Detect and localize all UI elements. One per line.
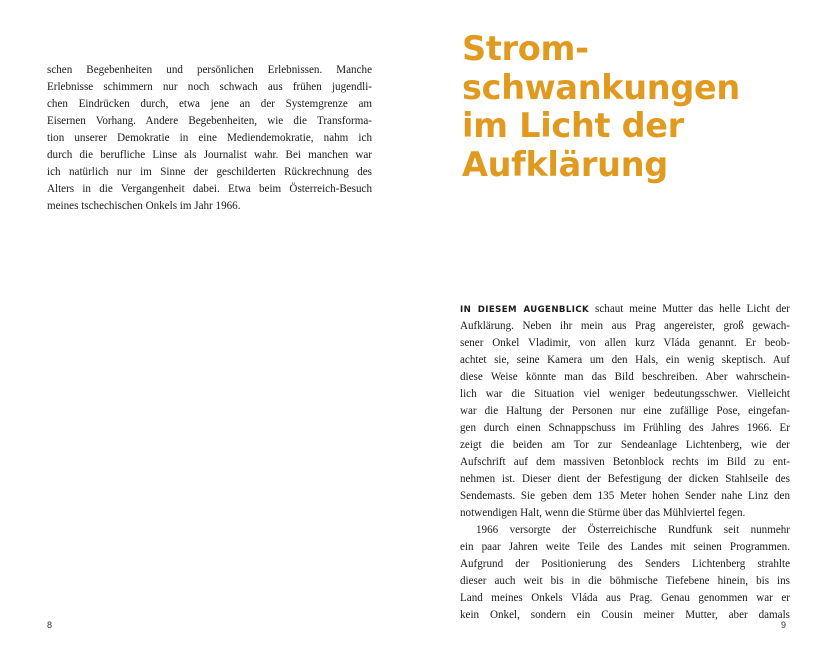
text-line: achtet sie, seine Kamera um den Hals, ein wenig skeptisch. Auf: [460, 354, 790, 366]
text-line: ein paar Jahren weite Teile des Landes mit seinen Programmen.: [460, 541, 790, 553]
text-line: diese Weise könnte man das Bild beschreiben. Aber wahrschein-: [460, 371, 790, 383]
text-line: ich natürlich nur im Sinne der geschilderten Rückrechnung des: [47, 166, 372, 178]
text-line: Eisernen Vorhang. Andere Begebenheiten, wie die Transforma-: [47, 115, 372, 127]
lead-in-caps: IN DIESEM AUGENBLICK: [460, 305, 590, 315]
page-number-left: 8: [47, 620, 53, 630]
chapter-title-line: im Licht der: [462, 106, 684, 145]
text-line: gen durch einen Schnappschuss im Frühling des Jahres 1966. Er: [460, 422, 790, 434]
text-line: lich war die Situation viel weniger bedeutungsschwer. Vielleicht: [460, 388, 790, 400]
text-line: sener Onkel Vladimir, von allen kurz Vláda genannt. Er beob-: [460, 337, 790, 349]
text-line: Land meines Onkels Vláda aus Prag. Genau genommen war er: [460, 592, 790, 604]
text-line: Sendemasts. Sie geben dem 135 Meter hohen Sender nahe Linz den: [460, 490, 790, 502]
text-line: Erlebnisse schimmern nur noch schwach aus frühen jugendli-: [47, 81, 372, 93]
text-line: durch die berufliche Linse als Journalist wahr. Bei manchen war: [47, 149, 372, 161]
text-line: war die Haltung der Personen nur eine zufällige Pose, eingefan-: [460, 405, 790, 417]
chapter-title: [462, 30, 792, 184]
text-line: notwendigen Halt, wenn die Stürme über das Mühlviertel fegen.: [460, 507, 746, 519]
text-line: chen Eindrücken durch, etwa jene an der Systemgrenze am: [47, 98, 372, 110]
page-number-right: 9: [781, 620, 787, 630]
text-line: nehmen ist. Dieser dient der Befestigung der dicken Stahlseile des: [460, 473, 790, 485]
text-line: 1966 versorgte der Österreichische Rundfunk seit nunmehr: [476, 524, 790, 536]
chapter-title-line: Strom-: [462, 29, 589, 68]
text-line: dieser auch weit bis in die böhmische Tiefebene hinein, bis ins: [460, 575, 790, 587]
text-line: zeigt die beiden am Tor zur Sendeanlage Lichtenberg, wie der: [460, 439, 790, 451]
lead-in-rest: schaut meine Mutter das helle Licht der: [589, 303, 791, 315]
chapter-title-line: schwankungen: [462, 67, 740, 107]
text-line: schen Begebenheiten und persönlichen Erlebnissen. Manche: [47, 64, 372, 76]
right-page: [416, 0, 833, 648]
text-line: Aufgrund der Positionierung des Senders Lichtenberg strahlte: [460, 558, 790, 570]
text-line: Aufschrift auf dem massiven Betonblock rechts im Bild zu ent-: [460, 456, 790, 468]
left-page-body-text: [47, 62, 372, 215]
text-line: meines tschechischen Onkels im Jahr 1966.: [47, 200, 241, 212]
text-line: Alters in die Vergangenheit dabei. Etwa beim Österreich-Besuch: [47, 183, 372, 195]
left-page: [0, 0, 416, 648]
right-page-body-text: [460, 301, 790, 624]
text-line-lead: [460, 301, 790, 318]
text-line: kein Onkel, sondern ein Cousin meiner Mutter, aber damals: [460, 609, 790, 621]
text-line: tion unserer Demokratie in eine Mediendemokratie, nahm ich: [47, 132, 372, 144]
text-line: Aufklärung. Neben ihr mein aus Prag angereister, groß gewach-: [460, 320, 790, 332]
chapter-title-line: Aufklärung: [462, 144, 668, 184]
